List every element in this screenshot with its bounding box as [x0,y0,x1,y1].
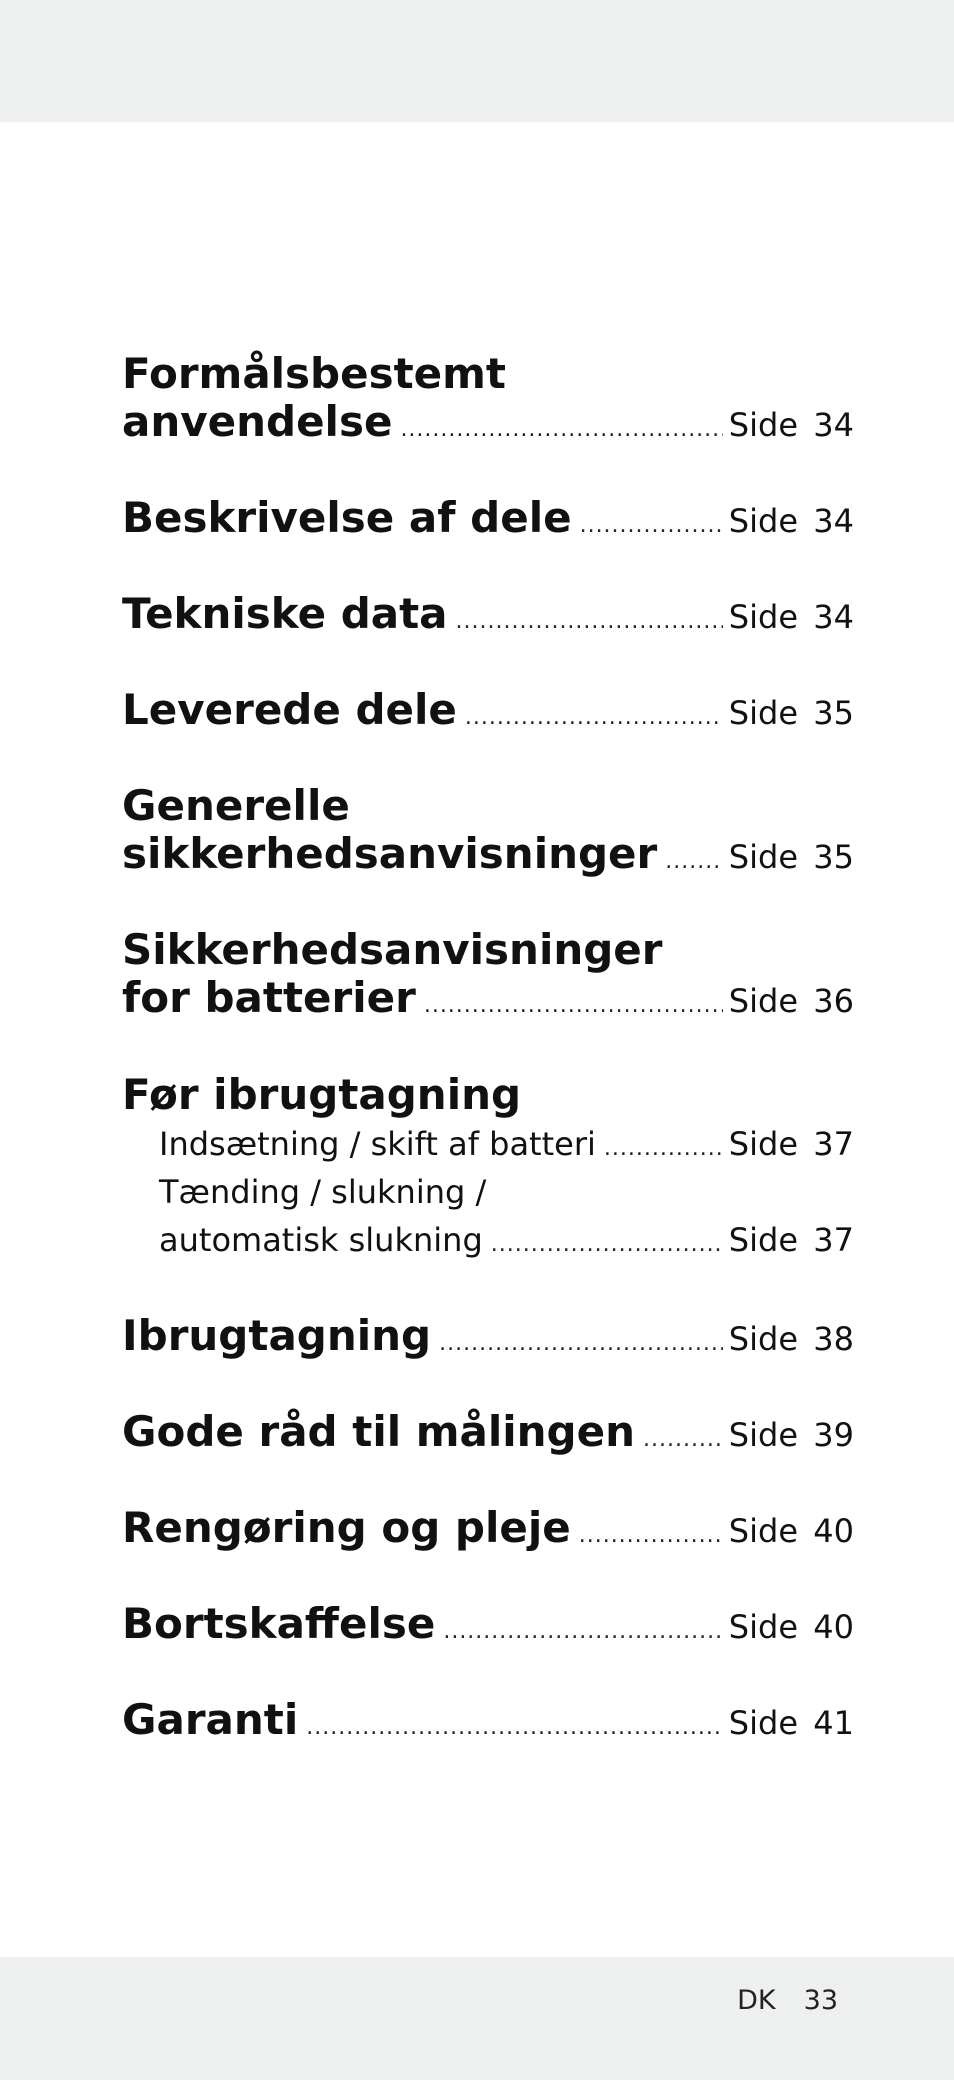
page-number: 35 [813,694,854,732]
side-label: Side [728,1125,798,1163]
side-label: Side [728,1221,798,1259]
language-code: DK [737,1985,776,2016]
page-number: 37 [813,1221,854,1259]
toc-subentry-title: Indsætning / skift af batteri [159,1125,596,1163]
page-number: 39 [813,1416,854,1454]
side-label: Side [728,838,798,876]
top-margin-band [0,0,954,122]
dot-leader [491,1232,723,1257]
dot-leader [443,1619,722,1644]
toc-entry-title-line2: for batterier [122,973,416,1022]
page-footer [737,1985,838,2016]
dot-leader [439,1331,723,1356]
toc-entry-ibrugtagning[interactable] [122,1312,854,1360]
page-number: 34 [813,598,854,636]
toc-entry-sikkerhed-batterier[interactable] [122,926,854,1022]
dot-leader [306,1715,723,1740]
toc-entry-title: Tekniske data [122,589,448,638]
toc-entry-formaalsbestemt[interactable] [122,350,854,446]
dot-leader [465,705,723,730]
toc-entry-title: Beskrivelse af dele [122,493,572,542]
dot-leader [580,513,723,538]
side-label: Side [728,694,798,732]
table-of-contents [122,350,854,1792]
side-label: Side [728,598,798,636]
page-number: 34 [813,406,854,444]
dot-leader [643,1427,723,1452]
toc-entry-title: Bortskaffelse [122,1599,436,1648]
toc-entry-title-line2: sikkerhedsanvisninger [122,829,658,878]
side-label: Side [728,982,798,1020]
page-number: 38 [813,1320,854,1358]
page-number: 40 [813,1608,854,1646]
toc-entry-rengoering[interactable] [122,1504,854,1552]
page-number: 34 [813,502,854,540]
toc-entry-title-line2: anvendelse [122,397,393,446]
toc-entry-leverede-dele[interactable] [122,686,854,734]
footer-page-number: 33 [803,1985,838,2016]
page-number: 36 [813,982,854,1020]
dot-leader [400,417,722,442]
side-label: Side [728,1320,798,1358]
page-number: 35 [813,838,854,876]
side-label: Side [728,502,798,540]
side-label: Side [728,1704,798,1742]
toc-entry-title-line1: Generelle [122,781,350,830]
toc-entry-bortskaffelse[interactable] [122,1600,854,1648]
toc-entry-title: Gode råd til målingen [122,1407,635,1456]
toc-entry-gode-raad[interactable] [122,1408,854,1456]
toc-subentry-title-line1: Tænding / slukning / [159,1173,487,1211]
toc-entry-title: Rengøring og pleje [122,1503,571,1552]
toc-entry-title: Leverede dele [122,685,457,734]
dot-leader [604,1136,723,1161]
toc-entry-tekniske-data[interactable] [122,590,854,638]
toc-subentry-title-line2: automatisk slukning [159,1221,483,1259]
side-label: Side [728,1608,798,1646]
page-number: 40 [813,1512,854,1550]
side-label: Side [728,406,798,444]
page-number: 41 [813,1704,854,1742]
side-label: Side [728,1416,798,1454]
side-label: Side [728,1512,798,1550]
dot-leader [456,609,723,634]
toc-entry-garanti[interactable] [122,1696,854,1744]
dot-leader [424,993,723,1018]
bottom-margin-band [0,1957,954,2080]
toc-entry-title: Ibrugtagning [122,1311,432,1360]
toc-subentry-batteri[interactable] [159,1120,854,1168]
toc-entry-generelle[interactable] [122,782,854,878]
toc-entry-title-line1: Formålsbestemt [122,349,507,398]
dot-leader [665,849,723,874]
dot-leader [579,1523,723,1548]
page-number: 37 [813,1125,854,1163]
toc-entry-title-line1: Sikkerhedsanvisninger [122,925,663,974]
toc-entry-title: Før ibrugtagning [122,1070,522,1119]
toc-entry-foer-ibrugtagning [122,1070,854,1264]
toc-entry-title: Garanti [122,1695,299,1744]
toc-subentry-taending[interactable] [159,1168,854,1264]
toc-entry-beskrivelse[interactable] [122,494,854,542]
